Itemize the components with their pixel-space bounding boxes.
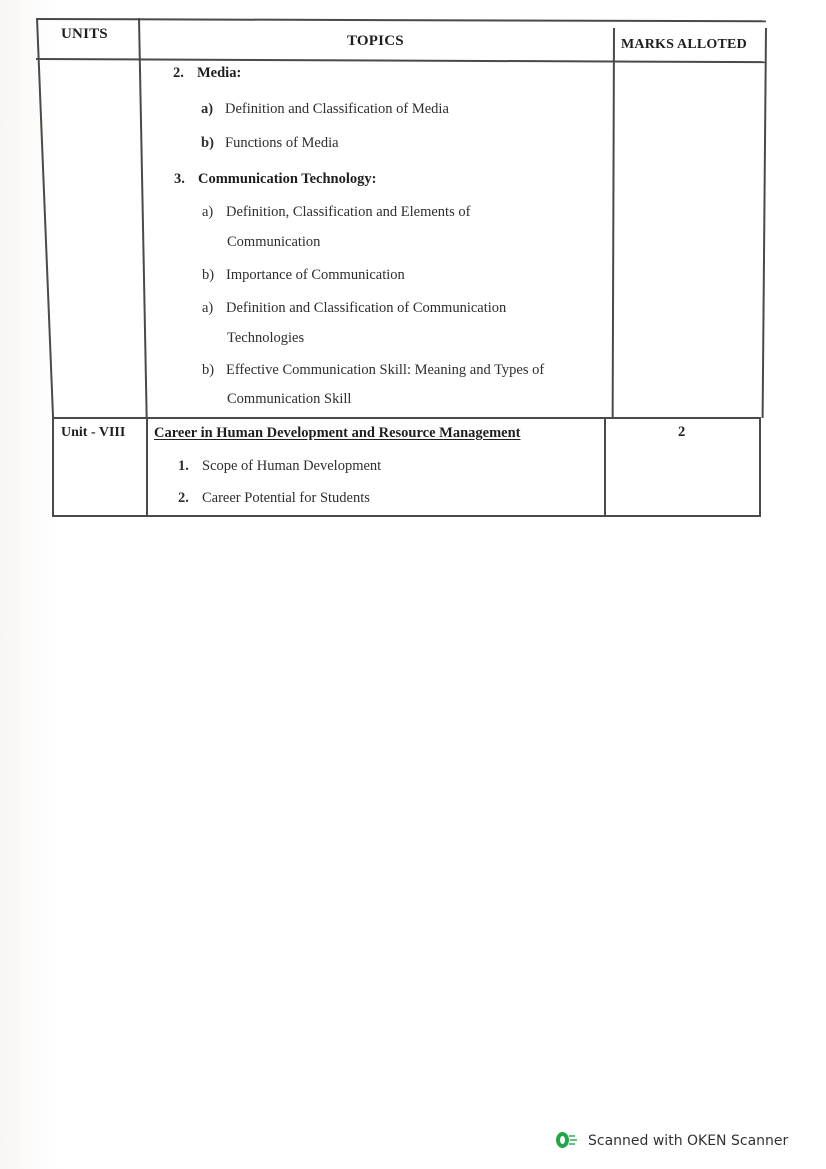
item-marker: 1. [178, 458, 189, 474]
item-marker: a) [201, 101, 214, 117]
list-item-text: Definition and Classification of Media [225, 101, 449, 117]
item-marker: 2. [178, 490, 189, 506]
item-marker: a) [202, 204, 214, 220]
scan-edge-shade [0, 0, 60, 1169]
item-marker: 2. [173, 65, 184, 81]
table-border-left [36, 18, 54, 418]
column-divider-marks-lower [604, 417, 606, 517]
table-border-bottom [52, 515, 761, 517]
list-item [174, 170, 376, 188]
item-marker: a) [202, 300, 214, 316]
table-border-right [762, 28, 767, 418]
list-item [202, 203, 470, 221]
list-item [201, 100, 449, 118]
table-border-right-lower [759, 417, 761, 517]
item-marker: b) [202, 267, 215, 283]
scanner-watermark [556, 1130, 788, 1152]
header-topics: TOPICS [347, 33, 404, 49]
list-item-text: Scope of Human Development [202, 458, 382, 474]
list-item [173, 64, 241, 82]
list-item [202, 266, 405, 284]
scanner-watermark-text: Scanned with OKEN Scanner [588, 1133, 789, 1149]
column-divider-units [138, 18, 148, 418]
list-item-text: Definition and Classification of Communication [226, 300, 507, 316]
list-item-text: Communication Skill [227, 391, 352, 407]
table-border-top [36, 18, 766, 22]
column-divider-marks [612, 28, 615, 418]
list-item-continuation [227, 233, 320, 251]
list-item [201, 134, 339, 152]
unit-title: Career in Human Development and Resource Management [154, 425, 521, 441]
section-heading-media: Media: [197, 65, 242, 81]
list-item-continuation [227, 390, 351, 408]
list-item-text: Importance of Communication [226, 267, 405, 283]
item-marker: b) [202, 362, 215, 378]
table-border-left-lower [52, 417, 54, 517]
section-heading-communication-technology: Communication Technology: [198, 171, 377, 187]
list-item [202, 361, 544, 379]
header-divider [36, 58, 766, 63]
list-item [178, 489, 370, 507]
unit-label: Unit - VIII [61, 425, 126, 440]
list-item [178, 457, 381, 475]
list-item-text: Effective Communication Skill: Meaning and Types of [226, 362, 545, 378]
column-divider-units-lower [146, 417, 148, 517]
list-item-text: Definition, Classification and Elements of [226, 204, 471, 220]
list-item-text: Career Potential for Students [202, 490, 370, 506]
list-item-text: Technologies [227, 330, 305, 346]
oken-scanner-logo-icon [556, 1130, 578, 1152]
list-item-continuation [227, 329, 304, 347]
item-marker: 3. [174, 171, 185, 187]
list-item-text: Communication [227, 234, 321, 250]
item-marker: b) [201, 135, 214, 151]
header-units: UNITS [61, 26, 108, 42]
marks-value: 2 [678, 424, 686, 440]
row-divider [52, 417, 761, 419]
list-item [202, 299, 506, 317]
list-item-text: Functions of Media [225, 135, 339, 151]
header-marks-alloted: MARKS ALLOTED [621, 37, 747, 52]
